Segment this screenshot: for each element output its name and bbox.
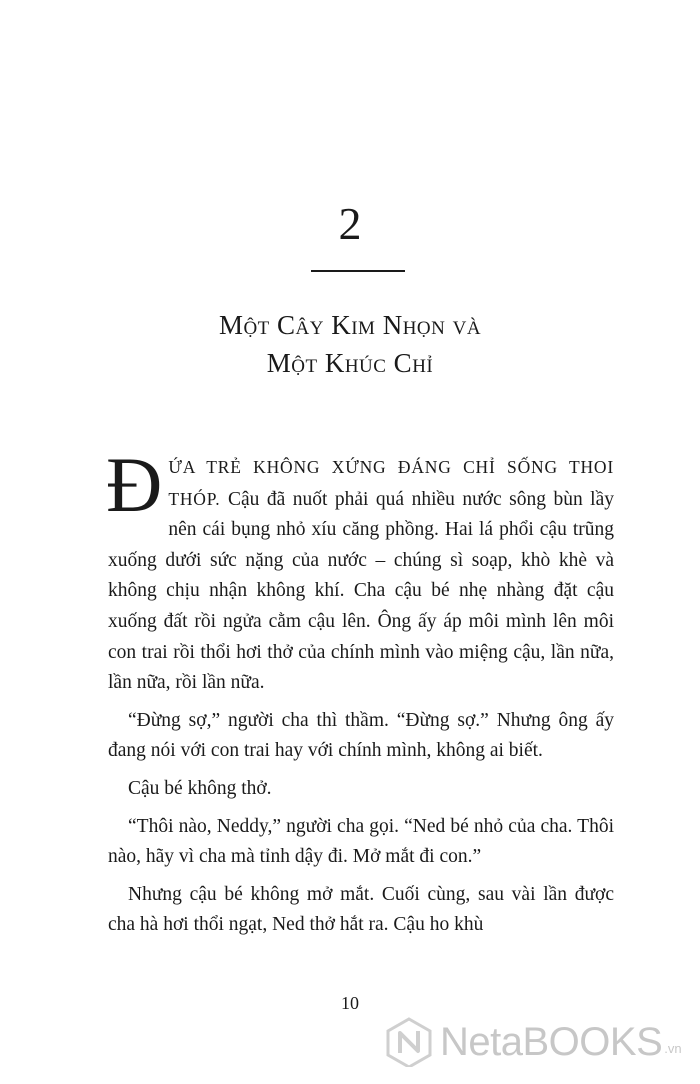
chapter-title bbox=[0, 306, 700, 382]
drop-cap: Đ bbox=[106, 441, 163, 528]
watermark-suffix: .vn bbox=[664, 1041, 682, 1056]
paragraph-2: “Đừng sợ,” người cha thì thầm. “Đừng sợ.” Nhưng ông ấy đang nói với con trai hay với chính mình, không ai biết. bbox=[108, 709, 614, 762]
paragraph-1 bbox=[106, 441, 614, 699]
netabooks-logo-icon bbox=[386, 1017, 432, 1067]
page-number: 10 bbox=[341, 993, 359, 1013]
paragraph-1-text: Cậu đã nuốt phải quá nhiều nước sông bùn lầy nên cái bụng nhỏ xíu căng phồng. Hai lá phổi cậu trũng xuống dưới sức nặng của nước – chúng sì soạp, khò khè và không chịu nhận không khí. Cha cậu bé nhẹ nhàng đặt cậu xuống đất rồi ngửa cằm cậu lên. Ông ấy áp môi mình lên môi con trai rồi thổi hơi thở của chính mình vào miệng cậu, lần nữa, lần nữa, rồi lần nữa. bbox=[108, 488, 614, 694]
paragraph-4: “Thôi nào, Neddy,” người cha gọi. “Ned bé nhỏ của cha. Thôi nào, hãy vì cha mà tỉnh dậy đi. Mở mắt đi con.” bbox=[108, 815, 614, 868]
watermark bbox=[386, 1016, 692, 1068]
watermark-brand: NetaBOOKS bbox=[440, 1020, 663, 1064]
chapter-title-line-1: Một Cây Kim Nhọn và bbox=[218, 310, 482, 340]
chapter-number: 2 bbox=[338, 198, 362, 249]
lead-in-caps: ỨA TRẺ KHÔNG XỨNG ĐÁNG CHỈ SỐNG THOI THÓP. bbox=[168, 457, 614, 509]
chapter-body bbox=[106, 441, 614, 941]
chapter-title-line-2: Một Khúc Chỉ bbox=[266, 348, 434, 378]
chapter-divider bbox=[311, 270, 405, 272]
paragraph-5: Nhưng cậu bé không mở mắt. Cuối cùng, sau vài lần được cha hà hơi thổi ngạt, Ned thở hắt ra. Cậu ho khù bbox=[108, 883, 614, 936]
paragraph-3: Cậu bé không thở. bbox=[128, 777, 272, 799]
